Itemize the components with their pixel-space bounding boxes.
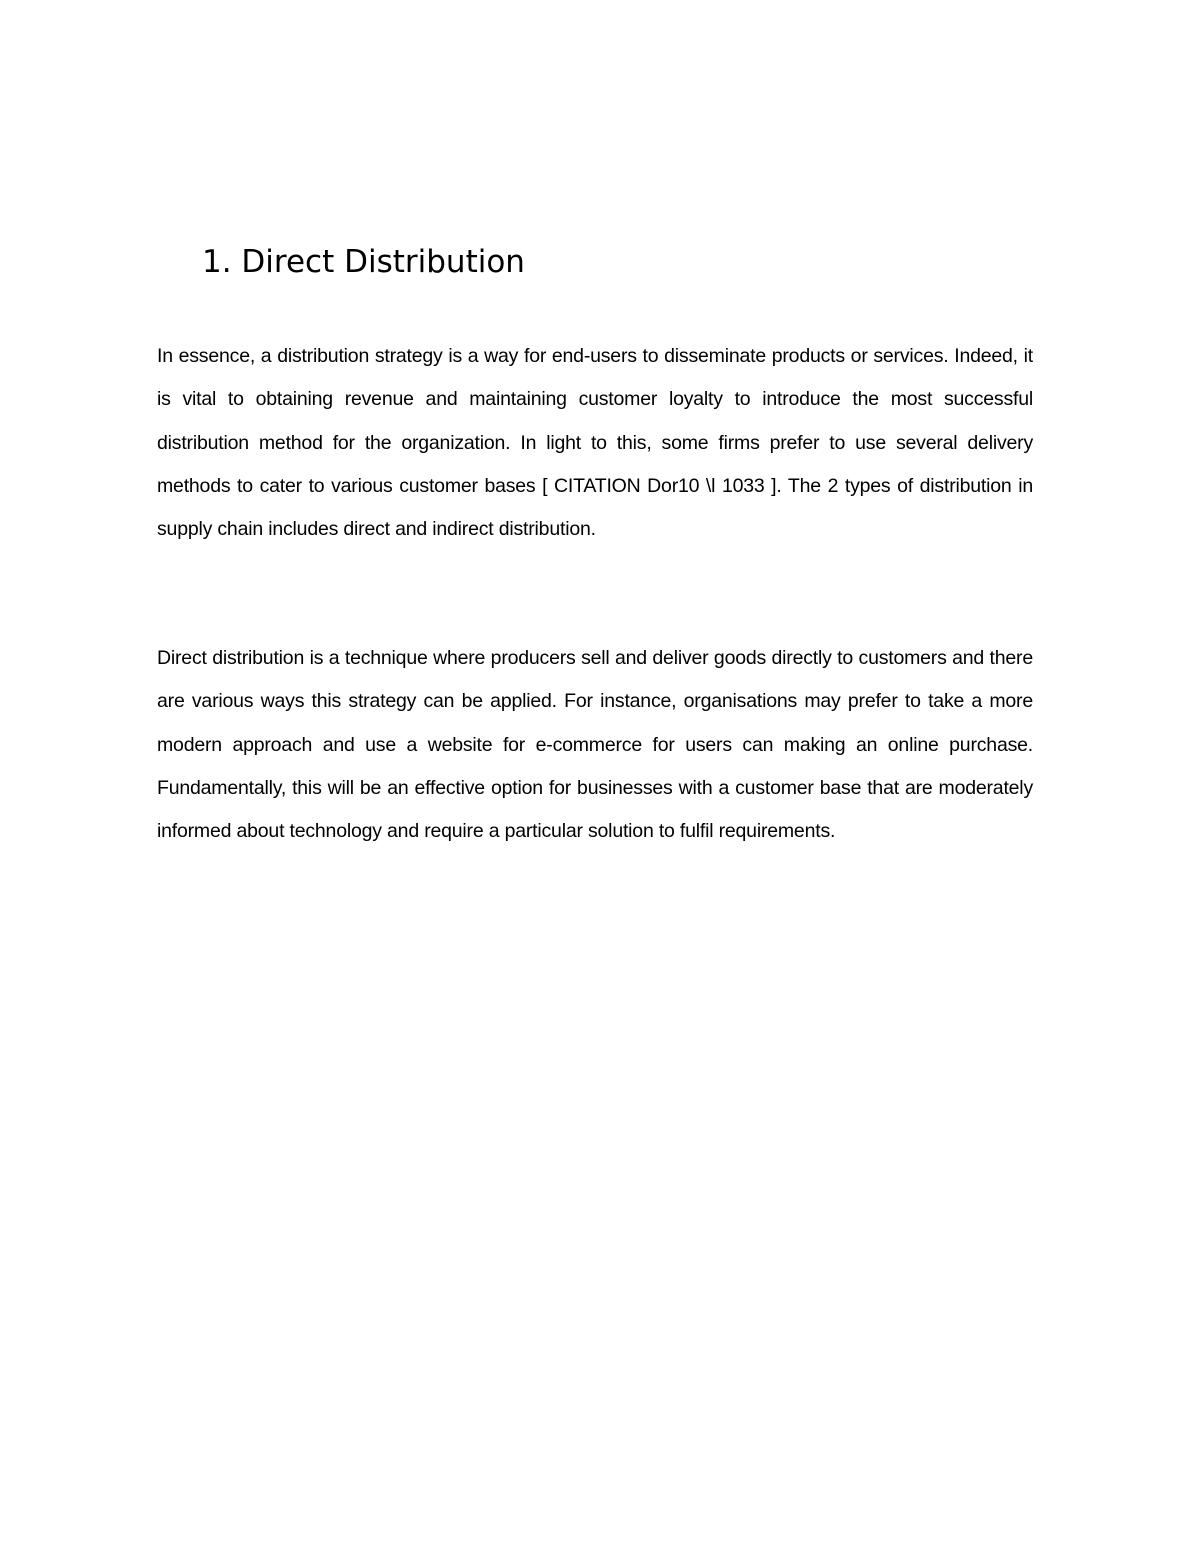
section-heading: 1. Direct Distribution	[202, 244, 525, 280]
body-paragraph: Direct distribution is a technique where producers sell and deliver goods directly to customers and there are various ways this strategy can be applied. For instance, organisations may prefer to take a more modern approach and use a website for e-commerce for users can making an online purchase. Fundamentally, this will be an effective option for businesses with a customer base that are moderately informed about technology and require a particular solution to fulfil requirements.	[157, 647, 1033, 843]
body-paragraph: In essence, a distribution strategy is a way for end-users to disseminate products or services. Indeed, it is vital to obtaining revenue and maintaining customer loyalty to introduce the most successful distribution method for the organization. In light to this, some firms prefer to use several delivery methods to cater to various customer bases [ CITATION Dor10 \l 1033 ]. The 2 types of distribution in supply chain includes direct and indirect distribution.	[157, 345, 1033, 541]
